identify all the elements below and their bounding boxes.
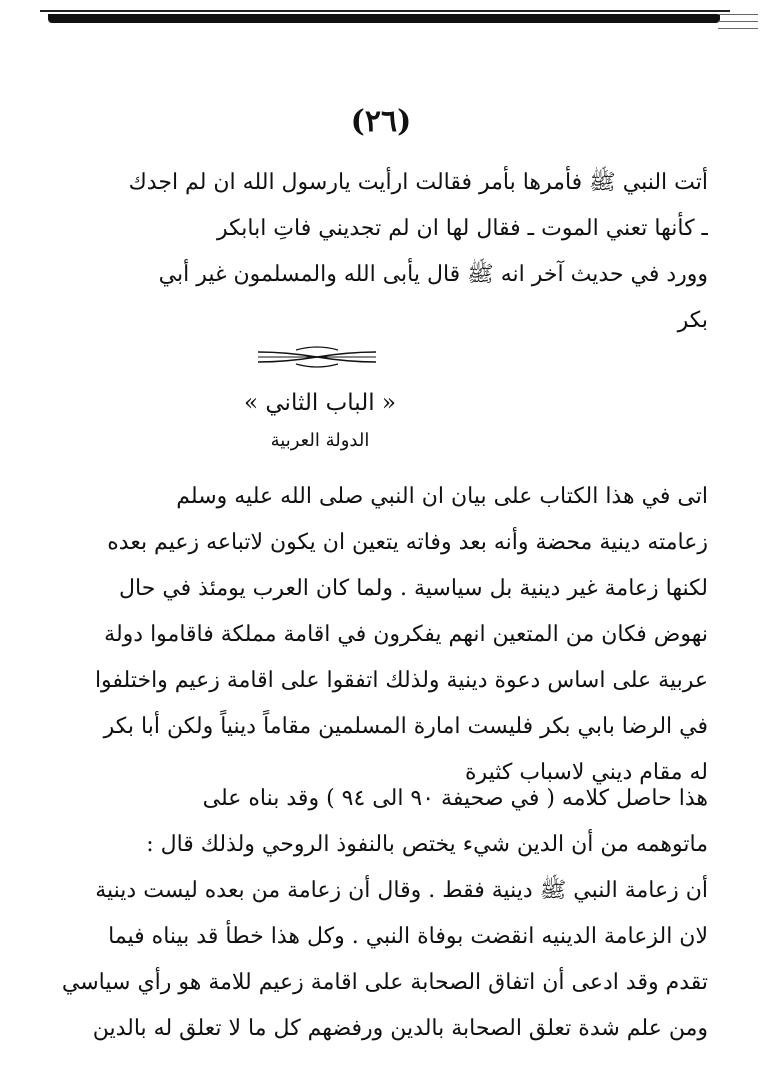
text-line: زعامته دينية محضة وأنه بعد وفاته يتعين ان يكون لاتباعه زعيم بعده xyxy=(107,530,708,555)
intro-paragraph xyxy=(48,160,708,252)
text-line: ومن علم شدة تعلق الصحابة بالدين ورفضهم كل ما لا تعلق له بالدين xyxy=(92,1016,708,1041)
section-divider-ornament xyxy=(256,342,378,372)
top-rule-thin xyxy=(40,10,730,12)
chapter-subtitle: الدولة العربية xyxy=(270,430,370,451)
text-line: بكر xyxy=(677,308,708,333)
chapter-title: « الباب الثاني » xyxy=(244,390,396,416)
text-line: أن زعامة النبي ﷺ دينية فقط . وقال أن زعامة من بعده ليست دينية xyxy=(95,878,708,903)
page-number: (٢٦) xyxy=(350,104,412,139)
text-line: وورد في حديث آخر انه ﷺ قال يأبى الله والمسلمون غير أبي xyxy=(158,262,708,287)
text-line: ـ كأنها تعني الموت ـ فقال لها ان لم تجديني فاتِ ابابكر xyxy=(216,216,708,241)
text-line: ماتوهمه من أن الدين شيء يختص بالنفوذ الروحي ولذلك قال : xyxy=(146,832,708,857)
summary-paragraph xyxy=(48,776,708,1052)
text-line: في الرضا بابي بكر فليست امارة المسلمين مقاماً دينياً ولكن أبا بكر xyxy=(103,714,708,739)
text-line: لكنها زعامة غير دينية بل سياسية . ولما كان العرب يومئذ في حال xyxy=(119,576,708,601)
chapter-body-paragraph xyxy=(48,474,708,796)
hadith-paragraph xyxy=(48,252,708,344)
corner-marks xyxy=(718,8,758,38)
top-rule xyxy=(48,14,720,23)
text-line: له مقام ديني لاسباب كثيرة xyxy=(464,760,708,785)
text-line: أتت النبي ﷺ فأمرها بأمر فقالت ارأيت يارسول الله ان لم اجدك xyxy=(128,170,708,195)
text-line: عربية على اساس دعوة دينية ولذلك اتفقوا على اقامة زعيم واختلفوا xyxy=(94,668,708,693)
text-line: اتى في هذا الكتاب على بيان ان النبي صلى الله عليه وسلم xyxy=(176,484,708,509)
text-line: نهوض فكان من المتعين انهم يفكرون في اقامة مملكة فاقاموا دولة xyxy=(104,622,708,647)
text-line: تقدم وقد ادعى أن اتفاق الصحابة على اقامة زعيم للامة هو رأي سياسي xyxy=(61,970,708,995)
text-line: لان الزعامة الدينيه انقضت بوفاة النبي . وكل هذا خطأ قد بيناه فيما xyxy=(108,924,708,949)
text-line: هذا حاصل كلامه ( في صحيفة ٩٠ الى ٩٤ ) وقد بناه على xyxy=(202,786,708,811)
